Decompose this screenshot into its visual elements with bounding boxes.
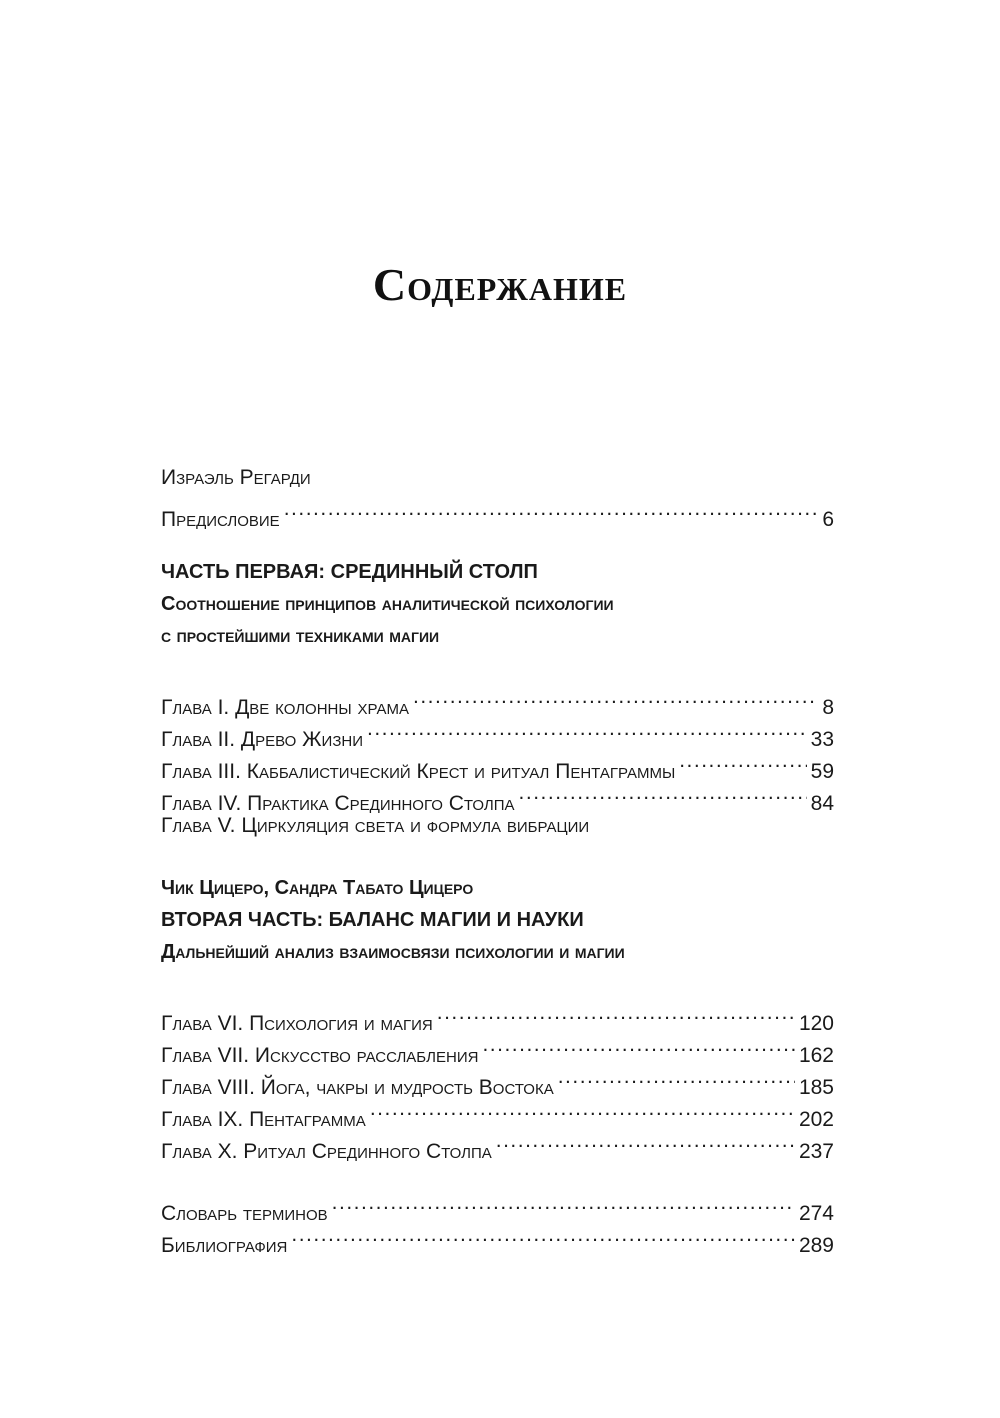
toc-entry-label: Словарь терминов [161, 1202, 328, 1225]
toc-entry-label: Глава III. Каббалистический Крест и ритуал Пентаграммы [161, 760, 676, 783]
toc-entry-page: 120 [798, 1012, 834, 1035]
toc-entry-label: Глава VIII. Йога, чакры и мудрость Востока [161, 1076, 554, 1099]
toc-entry-label: Глава VII. Искусство расслабления [161, 1044, 479, 1067]
toc-entry-page: 202 [798, 1108, 834, 1131]
dot-leader [284, 494, 819, 526]
toc-entry-label: Глава I. Две колонны храма [161, 696, 410, 719]
toc-entry-page: 162 [798, 1044, 834, 1067]
dot-leader [558, 1062, 795, 1094]
dot-leader [482, 1030, 795, 1062]
part2-subtitle: Дальнейший анализ взаимосвязи психологии и магии [161, 941, 625, 963]
table-of-contents [161, 462, 834, 1257]
toc-entry-chapter-6[interactable] [161, 998, 834, 1035]
toc-entry-page: 6 [822, 508, 834, 531]
part1-subtitle-line2: с простейшими техниками магии [161, 625, 440, 647]
toc-entry-label: Глава X. Ритуал Срединного Столпа [161, 1140, 492, 1163]
toc-entry-page: 59 [810, 760, 834, 783]
dot-leader [291, 1220, 795, 1252]
toc-entry-page: 237 [798, 1140, 834, 1163]
toc-entry-label: Библиография [161, 1234, 288, 1257]
intro-author: Израэль Регарди [161, 466, 311, 489]
page-title: Содержание [372, 259, 628, 310]
dot-leader [496, 1126, 795, 1158]
dot-leader [679, 746, 806, 778]
dot-leader [367, 714, 807, 746]
toc-entry-label: Глава IV. Практика Срединного Столпа [161, 792, 515, 815]
toc-entry-label: Глава V. Циркуляция света и формула вибрации [161, 814, 590, 837]
toc-entry-glossary[interactable] [161, 1188, 834, 1225]
part2-authors: Чик Цицеро, Сандра Табато Цицеро [161, 877, 474, 899]
toc-entry-label: Глава VI. Психология и магия [161, 1012, 433, 1035]
toc-entry-chapter-1[interactable] [161, 682, 834, 719]
toc-entry-chapter-5[interactable] [161, 810, 834, 842]
toc-entry-label: Предисловие [161, 508, 280, 531]
toc-entry-page: 33 [810, 728, 834, 751]
dot-leader [437, 998, 795, 1030]
toc-entry-page: 8 [822, 696, 834, 719]
dot-leader [519, 778, 807, 810]
part1-subtitle-line1: Соотношение принципов аналитической психологии [161, 593, 614, 615]
part1-heading: ЧАСТЬ ПЕРВАЯ: СРЕДИННЫЙ СТОЛП [161, 561, 538, 583]
toc-entry-page: 84 [810, 792, 834, 815]
dot-leader [370, 1094, 795, 1126]
toc-entry-page: 274 [798, 1202, 834, 1225]
toc-entry-preface[interactable] [161, 494, 834, 531]
toc-entry-page: 289 [798, 1234, 834, 1257]
toc-entry-label: Глава IX. Пентаграмма [161, 1108, 366, 1131]
toc-entry-label: Глава II. Древо Жизни [161, 728, 363, 751]
toc-entry-page: 185 [798, 1076, 834, 1099]
dot-leader [332, 1188, 795, 1220]
dot-leader [413, 682, 818, 714]
part2-heading: ВТОРАЯ ЧАСТЬ: БАЛАНС МАГИИ И НАУКИ [161, 909, 584, 931]
